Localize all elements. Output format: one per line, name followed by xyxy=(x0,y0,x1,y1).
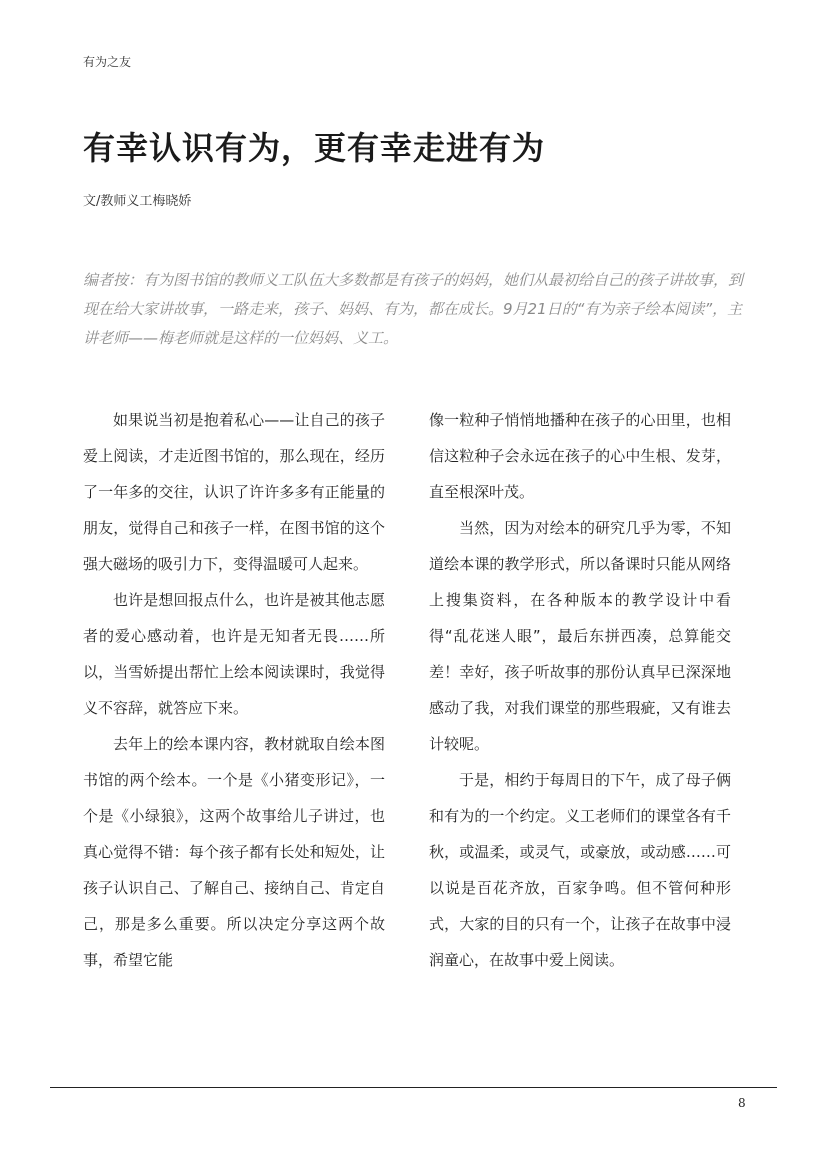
footer-rule xyxy=(50,1087,777,1088)
editor-note: 编者按：有为图书馆的教师义工队伍大多数都是有孩子的妈妈，她们从最初给自己的孩子讲故事，到现在给大家讲故事，一路走来，孩子、妈妈、有为，都在成长。9月21日的“有为亲子绘本阅读”，主讲老师——梅老师就是这样的一位妈妈、义工。 xyxy=(83,271,744,347)
paragraph: 去年上的绘本课内容，教材就取自绘本图书馆的两个绘本。一个是《小猪变形记》，一个是《小绿狼》，这两个故事给儿子讲过，也真心觉得不错：每个孩子都有长处和短处，让孩子认识自己、了解自己、接纳自己、肯定自己，那是多么重要。所以决定分享这两个故事，希望它能 xyxy=(83,735,385,969)
page-number: 8 xyxy=(738,1096,746,1110)
paragraph-continuation: 像一粒种子悄悄地播种在孩子的心田里，也相信这粒种子会永远在孩子的心中生根、发芽，直至根深叶茂。 xyxy=(429,411,731,501)
article-title: 有幸认识有为，更有幸走进有为 xyxy=(83,129,546,167)
paragraph: 也许是想回报点什么，也许是被其他志愿者的爱心感动着，也许是无知者无畏……所以，当雪娇提出帮忙上绘本阅读课时，我觉得义不容辞，就答应下来。 xyxy=(83,591,385,717)
left-column xyxy=(83,402,385,978)
right-column xyxy=(429,402,731,978)
section-label: 有为之友 xyxy=(83,55,132,69)
paragraph: 当然，因为对绘本的研究几乎为零，不知道绘本课的教学形式，所以备课时只能从网络上搜集资料，在各种版本的教学设计中看得“乱花迷人眼”，最后东拼西凑，总算能交差！幸好，孩子听故事的那份认真早已深深地感动了我，对我们课堂的那些瑕疵，又有谁去计较呢。 xyxy=(429,519,731,753)
byline: 文/教师义工梅晓娇 xyxy=(83,194,192,209)
paragraph: 于是，相约于每周日的下午，成了母子俩和有为的一个约定。义工老师们的课堂各有千秋，或温柔，或灵气，或豪放，或动感……可以说是百花齐放，百家争鸣。但不管何种形式，大家的目的只有一个，让孩子在故事中浸润童心，在故事中爱上阅读。 xyxy=(429,771,731,969)
paragraph: 如果说当初是抱着私心——让自己的孩子爱上阅读，才走近图书馆的，那么现在，经历了一年多的交往，认识了许许多多有正能量的朋友，觉得自己和孩子一样，在图书馆的这个强大磁场的吸引力下，变得温暖可人起来。 xyxy=(83,411,385,573)
